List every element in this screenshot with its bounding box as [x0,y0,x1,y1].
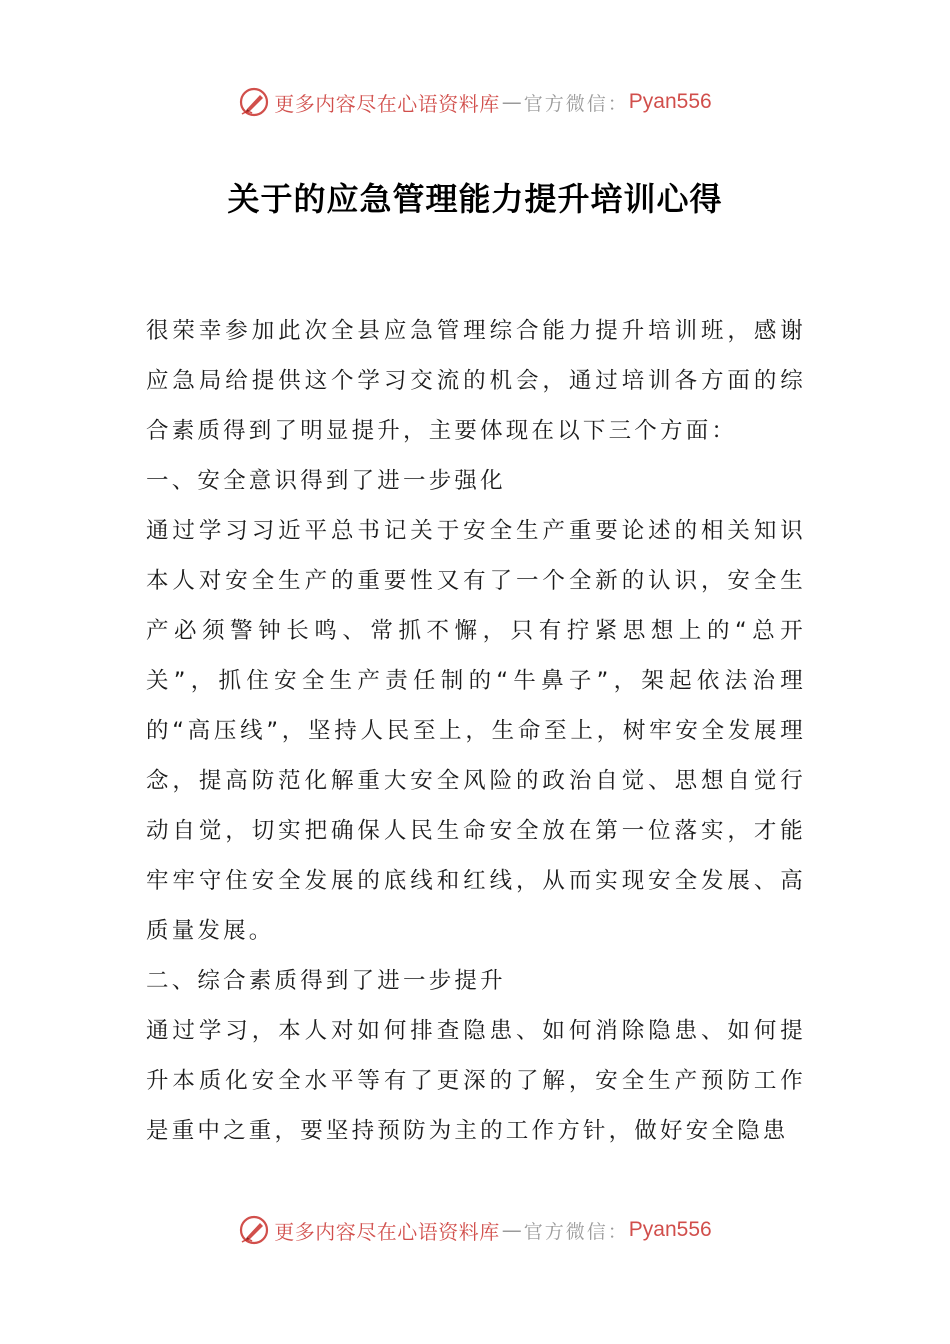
section-heading-2: 二、综合素质得到了进一步提升 [146,968,506,994]
pen-logo-icon [238,1214,270,1246]
pen-logo-icon [238,86,270,118]
wechat-id: Pyan556 [628,1218,712,1241]
paragraph-section-2: 通过学习，本人对如何排查隐患、如何消除隐患、如何提升本质化安全水平等有了更深的了解，安全生产预防工作是重中之重，要坚持预防为主的工作方针，做好安全隐患 [146,1018,806,1144]
paragraph-section-1: 通过学习习近平总书记关于安全生产重要论述的相关知识本人对安全生产的重要性又有了一个全新的认识，安全生产必须警钟长鸣、常抓不懈，只有拧紧思想上的“总开关”，抓住安全生产责任制的“牛鼻子”，架起依法治理的“高压线”，坚持人民至上，生命至上，树牢安全发展理念，提高防范化解重大安全风险的政治自觉、思想自觉行动自觉，切实把确保人民生命安全放在第一位落实，才能牢牢守住安全发展的底线和红线，从而实现安全发展、高质量发展。 [146,518,806,944]
document-title: 关于的应急管理能力提升培训心得 [227,180,723,218]
official-wechat-label: 官方微信： [523,92,629,115]
section-heading-1: 一、安全意识得到了进一步强化 [146,468,506,494]
header-watermark-banner [0,82,950,122]
document-body [146,306,806,1156]
brand-text: 更多内容尽在心语资料库 [274,91,500,116]
banner-dash: — [501,90,522,114]
official-wechat-label: 官方微信： [523,1220,629,1243]
brand-text: 更多内容尽在心语资料库 [274,1219,500,1244]
footer-watermark-banner [0,1210,950,1250]
paragraph-intro: 很荣幸参加此次全县应急管理综合能力提升培训班，感谢应急局给提供这个学习交流的机会，通过培训各方面的综合素质得到了明显提升，主要体现在以下三个方面： [146,318,806,444]
banner-dash: — [501,1218,522,1242]
wechat-id: Pyan556 [628,90,712,113]
